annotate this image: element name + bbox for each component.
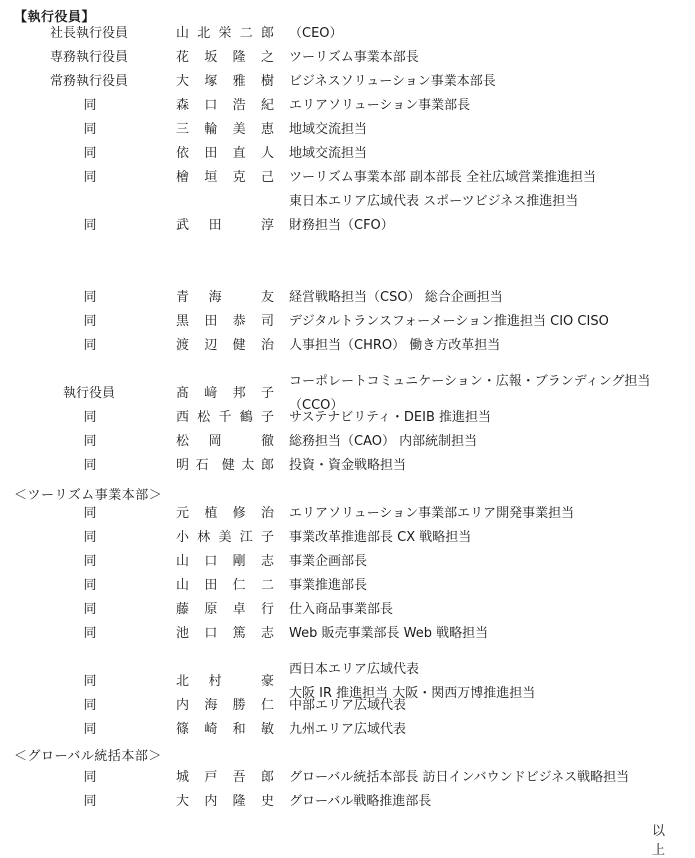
officer-name-char: 北 <box>197 26 211 41</box>
officer-name-char: 岡 <box>208 434 222 449</box>
closing-text: 以 上 <box>652 824 674 858</box>
officer-row <box>0 70 695 94</box>
officer-name-char: 二 <box>260 578 274 593</box>
officer-name-char: 敏 <box>260 722 274 737</box>
officer-name-char: 郎 <box>260 26 274 41</box>
officer-name-char: 克 <box>232 170 246 185</box>
officer-name-char: 藤 <box>176 602 190 617</box>
officer-name-char: 卓 <box>232 602 246 617</box>
officer-row <box>0 334 695 358</box>
officer-title: 同 <box>83 602 97 617</box>
officer-name-char: 原 <box>204 602 218 617</box>
officer-title: 同 <box>83 554 97 569</box>
officer-name-char: 千 <box>218 410 232 425</box>
officer-name-char: 依 <box>176 146 190 161</box>
officer-name-char: 恭 <box>232 314 246 329</box>
officer-name-char: 隆 <box>232 794 246 809</box>
officer-name-char: 美 <box>218 530 232 545</box>
officer-name-char: 田 <box>204 578 218 593</box>
officer-name-char: 子 <box>260 410 274 425</box>
officer-duty: ビジネスソリューション事業本部長 <box>289 74 496 89</box>
officer-name-char: 篤 <box>232 626 246 641</box>
officer-name-char: 司 <box>260 314 274 329</box>
officer-name-char: 口 <box>204 626 218 641</box>
officer-duty: サステナビリティ・DEIB 推進担当 <box>289 410 492 425</box>
officer-duty: 仕入商品事業部長 <box>289 602 394 617</box>
officer-title: 専務執行役員 <box>49 50 128 65</box>
officer-name-char: 大 <box>176 74 190 89</box>
officer-duty: ツーリズム事業本部 副本部長 全社広域営業推進担当 <box>289 170 597 185</box>
officer-name-char: 田 <box>204 146 218 161</box>
officer-name <box>176 166 274 190</box>
officer-row <box>0 142 695 166</box>
officer-name-char: 友 <box>260 290 274 305</box>
officer-name-char: 仁 <box>260 698 274 713</box>
officer-duty: グローバル戦略推進部長 <box>289 794 432 809</box>
officer-name-char: 栄 <box>218 26 232 41</box>
officer-duty-continued: 大阪 IR 推進担当 大阪・関西万博推進担当 <box>289 686 536 701</box>
officer-name <box>176 622 274 646</box>
officer-name-char: 美 <box>232 122 246 137</box>
officer-title: 同 <box>83 314 97 329</box>
officer-duty: デジタルトランスフォーメーション推進担当 CIO CISO <box>289 314 609 329</box>
officer-row <box>0 550 695 574</box>
officer-title: 執行役員 <box>62 386 115 401</box>
officer-title: 同 <box>83 794 97 809</box>
officer-row <box>0 658 695 701</box>
officer-name <box>176 790 274 814</box>
officer-name <box>176 430 274 454</box>
section-heading-tourism: ＜ツーリズム事業本部＞ <box>14 488 163 503</box>
officer-name-char: 三 <box>176 122 190 137</box>
officer-name-char: 樹 <box>260 74 274 89</box>
officer-name-char: 田 <box>208 218 222 233</box>
officer-row <box>0 718 695 742</box>
officer-name-char: 史 <box>260 794 274 809</box>
officer-name-char: 山 <box>176 578 190 593</box>
officer-name-char: 吾 <box>232 770 246 785</box>
officer-name-char: 浩 <box>232 98 246 113</box>
officer-row <box>0 502 695 526</box>
officer-name-char: 邦 <box>232 386 246 401</box>
officer-title: 同 <box>83 770 97 785</box>
officer-name-char: 二 <box>239 26 253 41</box>
officer-name-char: 子 <box>260 530 274 545</box>
officer-name-char: 植 <box>204 506 218 521</box>
officer-title: 同 <box>83 698 97 713</box>
officer-name-char: 明 <box>176 458 190 473</box>
officer-name <box>176 22 274 46</box>
officer-title: 同 <box>83 722 97 737</box>
officer-name <box>176 334 274 358</box>
officer-name-char: 森 <box>176 98 190 113</box>
officer-name-char: 武 <box>176 218 190 233</box>
officer-name-char: 志 <box>260 554 274 569</box>
officer-name-char: 戸 <box>204 770 218 785</box>
officer-name <box>176 526 274 550</box>
officer-name-char: 海 <box>208 290 222 305</box>
officer-duty-continued: 東日本エリア広域代表 スポーツビジネス推進担当 <box>289 194 579 209</box>
officer-name <box>176 550 274 574</box>
officer-name-char: 崎 <box>204 722 218 737</box>
officer-name <box>176 214 274 238</box>
officer-title: 同 <box>83 458 97 473</box>
officer-name-char: 健 <box>232 338 246 353</box>
officer-name <box>176 382 274 406</box>
officer-name-char: 仁 <box>232 578 246 593</box>
officer-name <box>176 46 274 70</box>
officer-name-char: 志 <box>260 626 274 641</box>
officer-name-char: 内 <box>176 698 190 713</box>
officer-name-char: 村 <box>208 674 222 689</box>
officer-title: 同 <box>83 170 97 185</box>
officer-title: 同 <box>83 122 97 137</box>
officer-title: 同 <box>83 530 97 545</box>
officer-duty: エリアソリューション事業部エリア開発事業担当 <box>289 506 575 521</box>
section-heading-global: ＜グローバル統括本部＞ <box>14 749 162 764</box>
officer-name-char: 山 <box>176 26 190 41</box>
officer-title: 常務執行役員 <box>49 74 128 89</box>
officer-row <box>0 790 695 814</box>
officer-title: 同 <box>83 146 97 161</box>
officer-name-char: 坂 <box>204 50 218 65</box>
officer-name-char: 元 <box>176 506 190 521</box>
officer-name-char: 口 <box>204 554 218 569</box>
officer-duty: グローバル統括本部長 訪日インバウンドビジネス戦略担当 <box>289 770 630 785</box>
officer-name-char: 石 <box>195 458 209 473</box>
officer-name-char: 髙 <box>176 386 190 401</box>
officer-title: 同 <box>83 578 97 593</box>
officer-name-char: 黒 <box>176 314 190 329</box>
officer-duty: 中部エリア広域代表 <box>289 698 407 713</box>
officer-name-char: 林 <box>197 530 211 545</box>
officer-name-char: 郎 <box>260 770 274 785</box>
officer-name <box>176 598 274 622</box>
officer-row <box>0 454 695 478</box>
officer-title: 同 <box>83 338 97 353</box>
officer-name <box>176 118 274 142</box>
officer-duty: ツーリズム事業本部長 <box>289 50 419 65</box>
officer-name-char: 直 <box>232 146 246 161</box>
officer-name <box>176 670 274 694</box>
officer-name-char: 小 <box>176 530 190 545</box>
officer-name-char: 治 <box>260 506 274 521</box>
officer-name-char: 健 <box>221 458 235 473</box>
officer-name <box>176 310 274 334</box>
officer-name-char: 豪 <box>260 674 274 689</box>
officer-duty: 投資・資金戦略担当 <box>289 458 407 473</box>
officer-name-char: 海 <box>204 698 218 713</box>
officer-duty: 地域交流担当 <box>289 146 368 161</box>
officer-name-char: 子 <box>260 386 274 401</box>
officer-name-char: 恵 <box>260 122 274 137</box>
officer-name-char: 内 <box>204 794 218 809</box>
officer-name-char: 淳 <box>260 218 274 233</box>
officer-title: 同 <box>83 290 97 305</box>
officer-name-char: 西 <box>176 410 190 425</box>
officer-name-char: 池 <box>176 626 190 641</box>
officer-name-char: 垣 <box>204 170 218 185</box>
officer-duty: コーポレートコミュニケーション・広報・ブランディング担当 <box>289 374 651 389</box>
officer-name-char: 己 <box>260 170 274 185</box>
officer-title: 社長執行役員 <box>49 26 128 41</box>
officer-name <box>176 406 274 430</box>
officer-name-char: 青 <box>176 290 190 305</box>
officer-row <box>0 166 695 209</box>
officer-duty: （CEO） <box>289 26 343 41</box>
officer-title: 同 <box>83 218 97 233</box>
officer-duty: 財務担当（CFO） <box>289 218 394 233</box>
officer-name-char: 輪 <box>204 122 218 137</box>
officer-name-char: 渡 <box>176 338 190 353</box>
officer-name-char: 江 <box>239 530 253 545</box>
officer-row <box>0 574 695 598</box>
officer-name <box>176 718 274 742</box>
officer-name-char: 鶴 <box>239 410 253 425</box>
officer-name-char: 治 <box>260 338 274 353</box>
officer-name <box>176 142 274 166</box>
officer-name <box>176 286 274 310</box>
officer-name-char: 松 <box>197 410 211 425</box>
officer-row <box>0 430 695 454</box>
officer-duty: 地域交流担当 <box>289 122 368 137</box>
section-heading-executive-officers: 【執行役員】 <box>14 10 96 25</box>
officer-name-char: 﨑 <box>204 386 218 401</box>
officer-name-char: 雅 <box>232 74 246 89</box>
officer-name <box>176 766 274 790</box>
officer-name <box>176 94 274 118</box>
officer-row <box>0 94 695 118</box>
officer-duty-continued: （CCO） <box>289 398 344 413</box>
officer-name-char: 田 <box>204 314 218 329</box>
officer-name-char: 行 <box>260 602 274 617</box>
officer-duty: 事業企画部長 <box>289 554 368 569</box>
officer-name-char: 和 <box>232 722 246 737</box>
officer-name-char: 剛 <box>232 554 246 569</box>
officer-title: 同 <box>83 98 97 113</box>
officer-name-char: 紀 <box>260 98 274 113</box>
officer-title: 同 <box>83 626 97 641</box>
officer-duty: Web 販売事業部長 Web 戦略担当 <box>289 626 489 641</box>
officer-name-char: 松 <box>176 434 190 449</box>
officer-name <box>176 70 274 94</box>
officer-name-char: 郎 <box>260 458 274 473</box>
officer-name-char: 隆 <box>232 50 246 65</box>
officer-duty: 九州エリア広域代表 <box>289 722 407 737</box>
officer-row <box>0 622 695 646</box>
officer-name-char: 徹 <box>260 434 274 449</box>
officer-name <box>176 454 274 478</box>
officer-name-char: 修 <box>232 506 246 521</box>
officer-duty: 経営戦略担当（CSO） 総合企画担当 <box>289 290 503 305</box>
officer-name-char: 篠 <box>176 722 190 737</box>
officer-name <box>176 502 274 526</box>
officer-title: 同 <box>83 506 97 521</box>
officer-name-char: 之 <box>260 50 274 65</box>
officer-title: 同 <box>83 410 97 425</box>
officer-name-char: 城 <box>176 770 190 785</box>
officer-name-char: 塚 <box>204 74 218 89</box>
officer-name-char: 人 <box>260 146 274 161</box>
officer-row <box>0 310 695 334</box>
officer-row <box>0 118 695 142</box>
officer-row <box>0 406 695 430</box>
officer-title: 同 <box>83 434 97 449</box>
officer-row <box>0 598 695 622</box>
officer-row <box>0 370 695 413</box>
officer-duty: 西日本エリア広域代表 <box>289 662 420 677</box>
officer-name-char: 勝 <box>232 698 246 713</box>
officer-row <box>0 526 695 550</box>
officer-name-char: 口 <box>204 98 218 113</box>
officer-name <box>176 574 274 598</box>
officer-duty: 総務担当（CAO） 内部統制担当 <box>289 434 478 449</box>
officer-name-char: 太 <box>241 458 255 473</box>
officer-name-char: 辺 <box>204 338 218 353</box>
officer-duty: 事業改革推進部長 CX 戦略担当 <box>289 530 472 545</box>
officer-duty: 事業推進部長 <box>289 578 368 593</box>
officer-title: 同 <box>83 674 97 689</box>
officer-name-char: 花 <box>176 50 190 65</box>
officer-duty: エリアソリューション事業部長 <box>289 98 471 113</box>
officer-name-char: 山 <box>176 554 190 569</box>
officer-name-char: 大 <box>176 794 190 809</box>
officer-row <box>0 214 695 238</box>
officer-row <box>0 286 695 310</box>
officer-row <box>0 22 695 46</box>
officer-name-char: 檜 <box>176 170 190 185</box>
officer-row <box>0 46 695 70</box>
officer-row <box>0 694 695 718</box>
officer-duty: 人事担当（CHRO） 働き方改革担当 <box>289 338 501 353</box>
officer-row <box>0 766 695 790</box>
officer-name-char: 北 <box>176 674 190 689</box>
officer-name <box>176 694 274 718</box>
